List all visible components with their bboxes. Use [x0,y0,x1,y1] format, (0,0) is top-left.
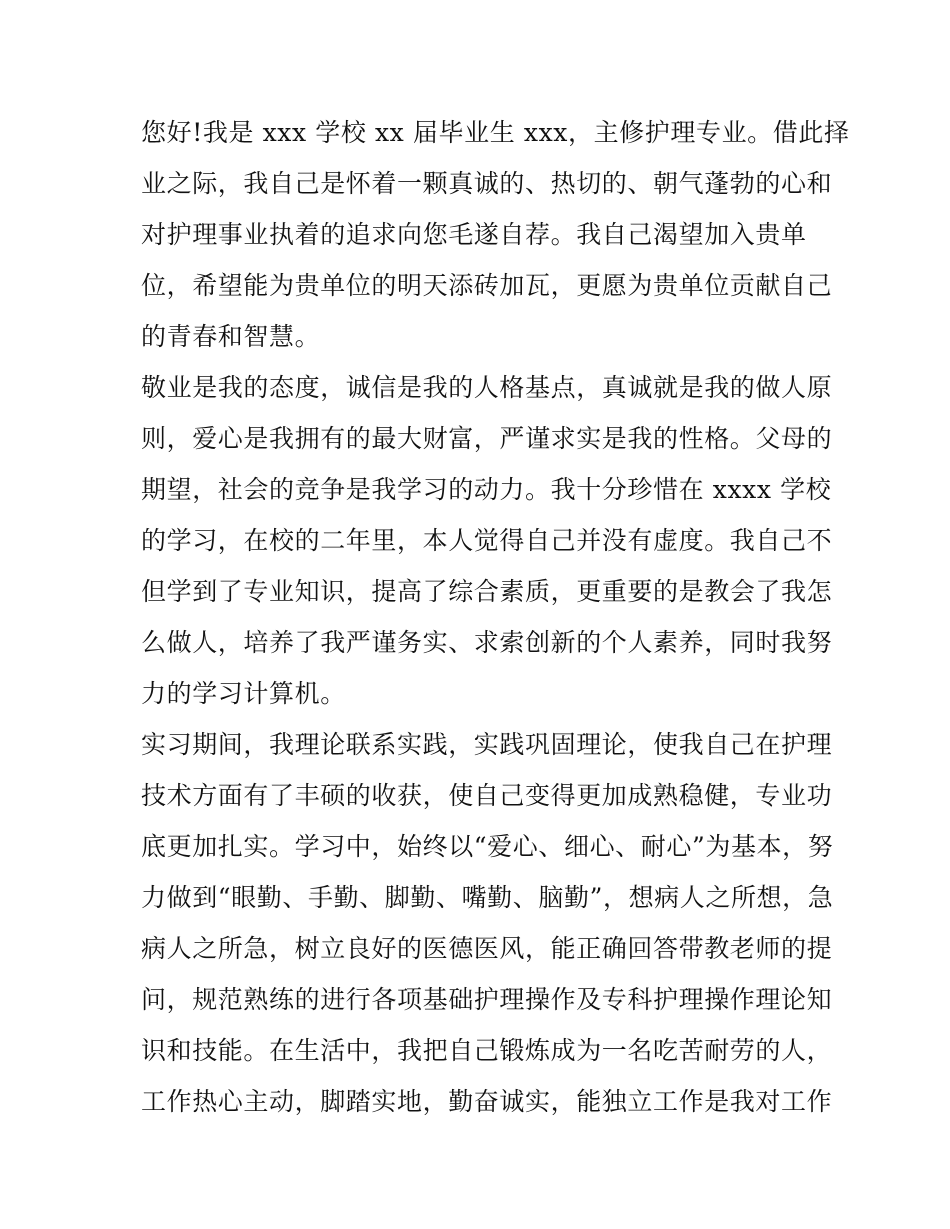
text-line: 力做到“眼勤、手勤、脚勤、嘴勤、脑勤”，想病人之所想，急 [141,883,834,912]
text-line: 工作热心主动，脚踏实地，勤奋诚实，能独立工作是我对工作 [141,1087,833,1116]
text-line: 实习期间，我理论联系实践，实践巩固理论，使我自己在护理 [141,730,833,759]
letter-body [141,107,850,1127]
text-line: 识和技能。在生活中，我把自己锻炼成为一名吃苦耐劳的人， [141,1036,833,1065]
text-line: 则，爱心是我拥有的最大财富，严谨求实是我的性格。父母的 [141,424,833,453]
text-line: 期望，社会的竞争是我学习的动力。我十分珍惜在 xxxx 学校 [141,475,832,504]
text-line: 但学到了专业知识，提高了综合素质，更重要的是教会了我怎 [141,577,833,606]
text-line: 技术方面有了丰硕的收获，使自己变得更加成熟稳健，专业功 [141,781,833,810]
text-line: 位，希望能为贵单位的明天添砖加瓦，更愿为贵单位贡献自己 [141,271,833,300]
text-line: 的青春和智慧。 [141,322,321,351]
text-line: 么做人，培养了我严谨务实、求索创新的个人素养，同时我努 [141,628,833,657]
text-line: 底更加扎实。学习中，始终以“爱心、细心、耐心”为基本，努 [141,832,834,861]
text-line: 力的学习计算机。 [141,679,346,708]
text-line: 的学习，在校的二年里，本人觉得自己并没有虚度。我自己不 [141,526,833,555]
text-line: 病人之所急，树立良好的医德医风，能正确回答带教老师的提 [141,934,833,963]
text-line: 问，规范熟练的进行各项基础护理操作及专科护理操作理论知 [141,985,833,1014]
text-line: 业之际，我自己是怀着一颗真诚的、热切的、朝气蓬勃的心和 [141,169,833,198]
text-line: 敬业是我的态度，诚信是我的人格基点，真诚就是我的做人原 [141,373,833,402]
text-line: 您好!我是 xxx 学校 xx 届毕业生 xxx，主修护理专业。借此择 [141,118,850,147]
text-line: 对护理事业执着的追求向您毛遂自荐。我自己渴望加入贵单 [141,220,807,249]
